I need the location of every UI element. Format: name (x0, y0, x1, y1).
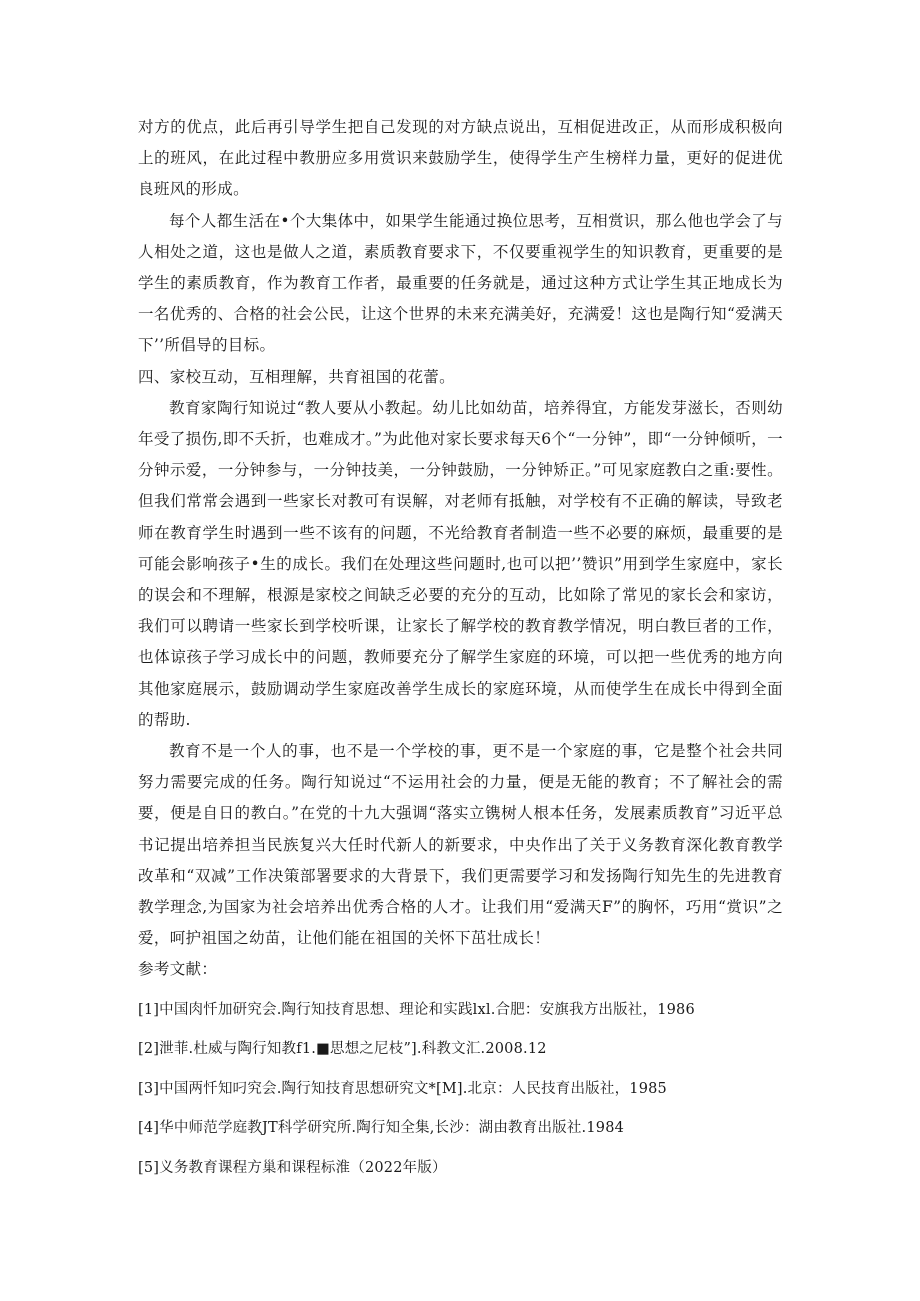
reference-item: [5]义务教育课程方巢和课程标淮（2022年版） (138, 1159, 447, 1176)
section-heading: 四、家校互动，互相理解，共育祖国的花蕾。 (138, 367, 456, 386)
paragraph-2: 每个人都生活在•个大集体中，如果学生能通过换位思考，互相赏识，那么他也学会了与人相处之道，这也是做人之道，素质教育要求下，不仅要重视学生的知识教育，更重要的是学生的素质教育，作为教育工作者，最重要的任务就是，通过这种方式让学生其正地成长为一名优秀的、合格的社会公民，让这个世界的未来充满美好，充满爱！这也是陶行知“爱满天下’’所倡导的目标。 (138, 211, 783, 355)
paragraph-3: 教育家陶行知说过“教人要从小教起。幼儿比如幼苗，培养得宜，方能发芽滋长，否则幼年受了损伤,即不夭折，也难成才。”为此他对家长要求每天6个“一分钟”，即“一分钟倾听，一分钟示爱，一分钟参与，一分钟技美，一分钟鼓励，一分钟矫正。”可见家庭教白之重:要性。但我们常常会遇到一些家长对教可有误解，对老师有抵触，对学校有不正确的解读，导致老师在教育学生时遇到一些不该有的问题，不光给教育者制造一些不必要的麻烦，最重要的是可能会影响孩子•生的成长。我们在处理这些问题时,也可以把’’赞识”用到学生家庭中，家长的误会和不理解，根源是家校之间缺乏必要的充分的互动，比如除了常见的家长会和家访，我们可以聘请一些家长到学校听课，让家长了解学校的教育教学情况，明白教巨者的工作，也体谅孩子学习成长中的问题，教师要充分了解学生家庭的环境，可以把一些优秀的地方向其他家庭展示，鼓励调动学生家庭改善学生成长的家庭环境，从而使学生在成长中得到全面的帮助. (138, 398, 783, 729)
reference-item: [4]华中师范学庭教JT科学研究所.陶行知全集,长沙：湖由教育出版社.1984 (138, 1120, 625, 1137)
references-title: 参考文献： (138, 960, 218, 979)
document-page (138, 112, 783, 1178)
references-list (138, 986, 783, 1178)
paragraph-4: 教育不是一个人的事，也不是一个学校的事，更不是一个家庭的事，它是整个社会共同努力需要完成的任务。陶行知说过“不运用社会的力量，便是无能的教育；不了解社会的需要，便是自日的教白。”在党的十九大强调“落实立镌树人根本任务，发展素质教育”习近平总书记提出培养担当民族复兴大任时代新人的新要求，中央作出了关于义务教育深化教育教学改革和“双减”工作决策部署要求的大背景下，我们更需要学习和发扬陶行知先生的先进教育教学理念,为国家为社会培养出优秀合格的人才。让我们用“爱满天F”的胸怀，巧用“赏识”之爱，呵护祖国之幼苗，让他们能在祖国的关怀下茁壮成长！ (138, 742, 783, 948)
paragraph-1: 对方的优点，此后再引导学生把自己发现的对方缺点说出，互相促进改正，从而形成积极向上的班风，在此过程中教册应多用赏识来鼓励学生，使得学生产生榜样力量，更好的促进优良班风的形成。 (138, 118, 783, 199)
reference-item: [1]中国肉忏加研究会.陶行知技育思想、理论和实践lxl.合肥：安旗我方出版社，1986 (138, 1001, 695, 1018)
reference-item: [3]中国两忏知叼究会.陶行知技育思想研究文*[M].北京：人民技育出版社，1985 (138, 1080, 667, 1097)
reference-item: [2]泄菲.杜威与陶行知教f1.■思想之尼枝”].科教文汇.2008.12 (138, 1041, 547, 1058)
